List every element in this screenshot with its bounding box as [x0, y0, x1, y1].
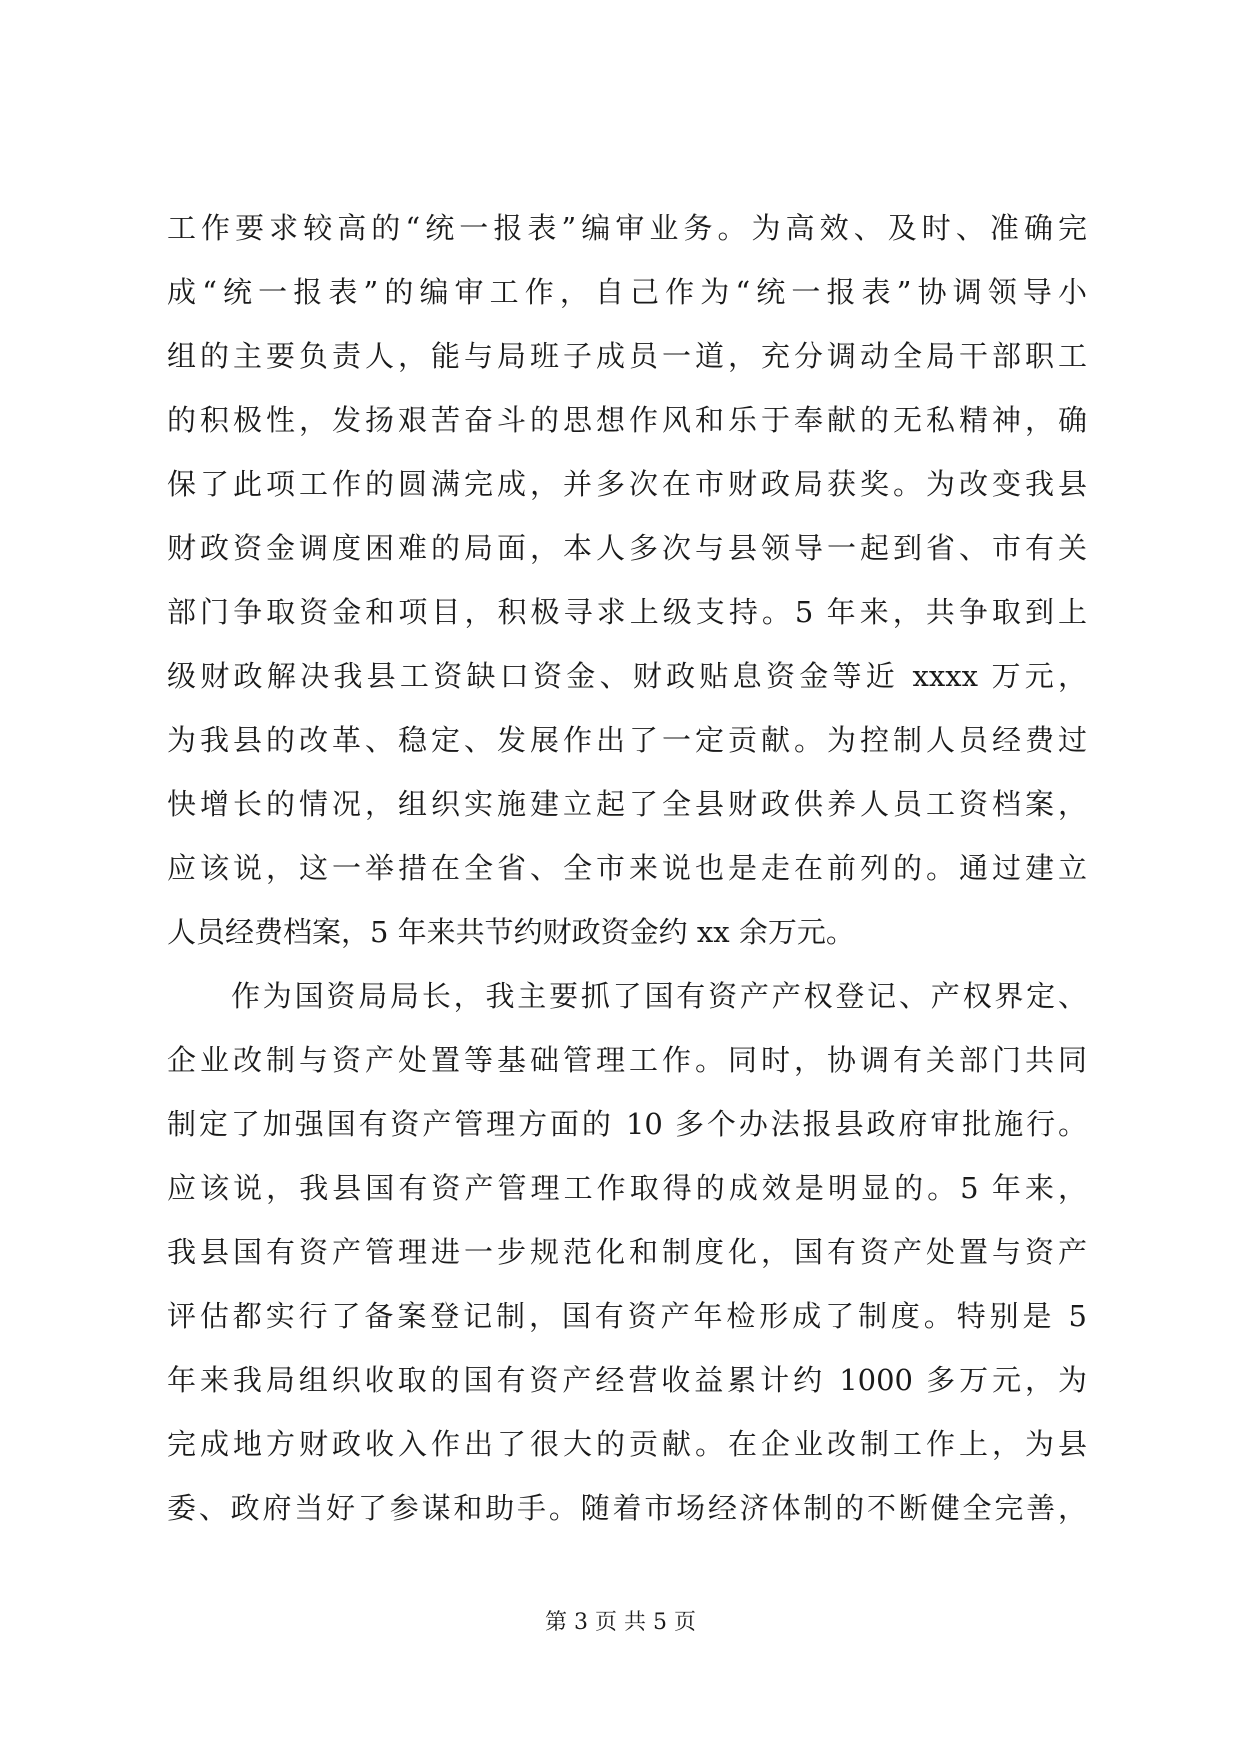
- text-line: 完成地方财政收入作出了很大的贡献。在企业改制工作上，为县: [167, 1427, 1087, 1461]
- text-line: 年来我局组织收取的国有资产经营收益累计约 1000 多万元，为: [167, 1363, 1087, 1397]
- text-line: 作为国资局局长，我主要抓了国有资产产权登记、产权界定、: [231, 979, 1087, 1013]
- page-footer: 第 3 页 共 5 页: [545, 1610, 696, 1635]
- text-line: 应该说，这一举措在全省、全市来说也是走在前列的。通过建立: [167, 851, 1087, 885]
- text-line: 制定了加强国有资产管理方面的 10 多个办法报县政府审批施行。: [167, 1107, 1087, 1141]
- text-line: 部门争取资金和项目，积极寻求上级支持。5 年来，共争取到上: [167, 595, 1087, 629]
- text-line: 组的主要负责人，能与局班子成员一道，充分调动全局干部职工: [167, 339, 1087, 373]
- text-line: 应该说，我县国有资产管理工作取得的成效是明显的。5 年来，: [167, 1171, 1087, 1205]
- text-line: 财政资金调度困难的局面，本人多次与县领导一起到省、市有关: [167, 531, 1087, 565]
- text-line: 快增长的情况，组织实施建立起了全县财政供养人员工资档案，: [167, 787, 1087, 821]
- text-line: 委、政府当好了参谋和助手。随着市场经济体制的不断健全完善，: [167, 1491, 1087, 1525]
- document-body: [167, 196, 1087, 1540]
- text-line: 的积极性，发扬艰苦奋斗的思想作风和乐于奉献的无私精神，确: [167, 403, 1087, 437]
- text-line: 企业改制与资产处置等基础管理工作。同时，协调有关部门共同: [167, 1043, 1087, 1077]
- text-line: 成“统一报表”的编审工作，自己作为“统一报表”协调领导小: [167, 275, 1087, 309]
- text-line: 工作要求较高的“统一报表”编审业务。为高效、及时、准确完: [167, 211, 1087, 245]
- paragraph: [167, 196, 1087, 964]
- text-line: 评估都实行了备案登记制，国有资产年检形成了制度。特别是 5: [167, 1299, 1087, 1333]
- text-line: 我县国有资产管理进一步规范化和制度化，国有资产处置与资产: [167, 1235, 1087, 1269]
- text-line: 为我县的改革、稳定、发展作出了一定贡献。为控制人员经费过: [167, 723, 1087, 757]
- text-line: 人员经费档案，5 年来共节约财政资金约 xx 余万元。: [167, 915, 855, 949]
- text-line: 级财政解决我县工资缺口资金、财政贴息资金等近 xxxx 万元，: [167, 659, 1087, 693]
- text-line: 保了此项工作的圆满完成，并多次在市财政局获奖。为改变我县: [167, 467, 1087, 501]
- paragraph: [167, 964, 1087, 1540]
